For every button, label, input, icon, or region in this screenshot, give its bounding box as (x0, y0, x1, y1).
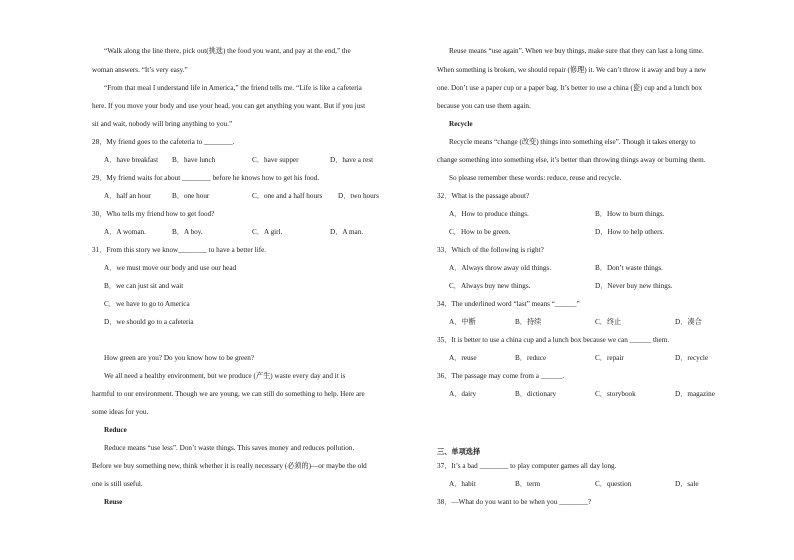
q30-option-d: D．A man. (330, 228, 364, 236)
q32-option-c: C．How to be green. (449, 228, 511, 236)
q37-option-b: B．term (515, 480, 541, 488)
passage-line: harmful to our environment. Though we are young, we can still do something to help. Here are (92, 390, 365, 398)
q36-option-b: B．dictionary (515, 390, 557, 398)
q32-option-d: D．How to help others. (595, 228, 665, 236)
q28-option-b: B．have lunch (172, 156, 216, 164)
question-36: 36．The passage may come from a ______. (437, 372, 565, 380)
q37-option-a: A．habit (449, 480, 476, 488)
q35-option-a: A．reuse (449, 354, 477, 362)
question-31: 31．From this story we know________ to have a better life. (92, 246, 267, 254)
passage-line: here. If you move your body and use your head, you can get anything you want. But if you just (92, 102, 366, 110)
q31-option-c: C．we have to go to America (104, 300, 190, 308)
question-37: 37．It’s a bad ________ to play computer games all day long. (437, 462, 617, 470)
heading-reuse: Reuse (104, 498, 123, 506)
q29-option-d: D．two hours (338, 192, 379, 200)
q33-option-b: B．Don’t waste things. (595, 264, 663, 272)
question-32: 32．What is the passage about? (437, 192, 530, 200)
passage-line: one. Don’t use a paper cup or a paper bag. It’s better to use a china (瓷) cup and a lunch box (437, 84, 703, 92)
q31-option-d: D．we should go to a cafeteria (104, 318, 194, 326)
passage-line: We all need a healthy environment, but we produce (产生) waste every day and it is (104, 372, 346, 380)
q37-option-c: C．question (595, 480, 632, 488)
q33-option-c: C．Always buy new things. (449, 282, 531, 290)
question-30: 30．Who tells my friend how to get food? (92, 210, 215, 218)
question-38: 38．—What do you want to be when you ________? (437, 498, 592, 506)
question-34: 34．The underlined word “last” means “______” (437, 300, 580, 308)
question-29: 29．My friend waits for about ________ before he knows how to get his food. (92, 174, 320, 182)
passage-line: Recycle means “change (改变) things into something else”. Though it takes energy to (449, 138, 696, 146)
q36-option-a: A．dairy (449, 390, 477, 398)
q34-option-a: A．中断 (449, 318, 476, 326)
q34-option-c: C．终止 (595, 318, 622, 326)
passage-line: Reduce means “use less”. Don’t waste things. This saves money and reduces pollution. (104, 444, 355, 452)
q32-option-b: B．How to burn things. (595, 210, 665, 218)
question-33: 33．Which of the following is right? (437, 246, 544, 254)
q36-option-d: D．magazine (675, 390, 715, 398)
heading-reduce: Reduce (104, 426, 127, 434)
question-28: 28．My friend goes to the cafeteria to ________. (92, 138, 235, 146)
q28-option-d: D．have a rest (330, 156, 374, 164)
passage-line: sit and wait, nobody will bring anything to you.” (92, 120, 233, 128)
q33-option-d: D．Never buy new things. (595, 282, 673, 290)
passage-line: because you can use them again. (437, 102, 531, 110)
q36-option-c: C．storybook (595, 390, 636, 398)
passage-line: How green are you? Do you know how to be green? (104, 354, 255, 362)
q29-option-b: B．one hour (172, 192, 210, 200)
question-35: 35．It is better to use a china cup and a lunch box because we can ______ them. (437, 336, 670, 344)
passage-line: “From that meal I understand life in America,” the friend tells me. “Life is like a cafeteria (104, 84, 362, 92)
q37-option-d: D．sale (675, 480, 699, 488)
passage-line: Reuse means “use again”. When we buy things, make sure that they can last a long time. (449, 47, 704, 55)
q29-option-c: C．one and a half hours (252, 192, 323, 200)
section-heading: 三、单项选择 (437, 448, 481, 456)
q28-option-a: A．have breakfast (104, 156, 159, 164)
q34-option-b: B．持续 (515, 318, 542, 326)
q35-option-d: D．recycle (675, 354, 709, 362)
q32-option-a: A．How to produce things. (449, 210, 529, 218)
passage-line: one is still useful. (92, 480, 143, 488)
passage-line: woman answers. “It’s very easy.” (92, 66, 188, 74)
q31-option-b: B．we can just sit and wait (104, 282, 184, 290)
q29-option-a: A．half an hour (104, 192, 152, 200)
q30-option-b: B．A boy. (172, 228, 203, 236)
passage-line: some ideas for you. (92, 408, 149, 416)
q31-option-a: A．we must move our body and use our head (104, 264, 237, 272)
q34-option-d: D．凑合 (675, 318, 702, 326)
passage-line: Before we buy something new, think whether it is really necessary (必须的)—or maybe the old (92, 462, 367, 470)
passage-line: So please remember these words: reduce, reuse and recycle. (449, 174, 622, 182)
q30-option-a: A．A woman. (104, 228, 146, 236)
passage-line: “Walk along the line there, pick out(挑选) the food you want, and pay at the end,” the (104, 47, 351, 55)
q28-option-c: C．have supper (252, 156, 299, 164)
q35-option-b: B．reduce (515, 354, 547, 362)
passage-line: When something is broken, we should repair (修理) it. We can’t throw it away and buy a new (437, 66, 707, 74)
q33-option-a: A．Always throw away old things. (449, 264, 552, 272)
heading-recycle: Recycle (449, 120, 473, 128)
q35-option-c: C．repair (595, 354, 624, 362)
passage-line: change something into something else, it’s better than throwing things away or burning them. (437, 156, 706, 164)
q30-option-c: C．A girl. (252, 228, 283, 236)
